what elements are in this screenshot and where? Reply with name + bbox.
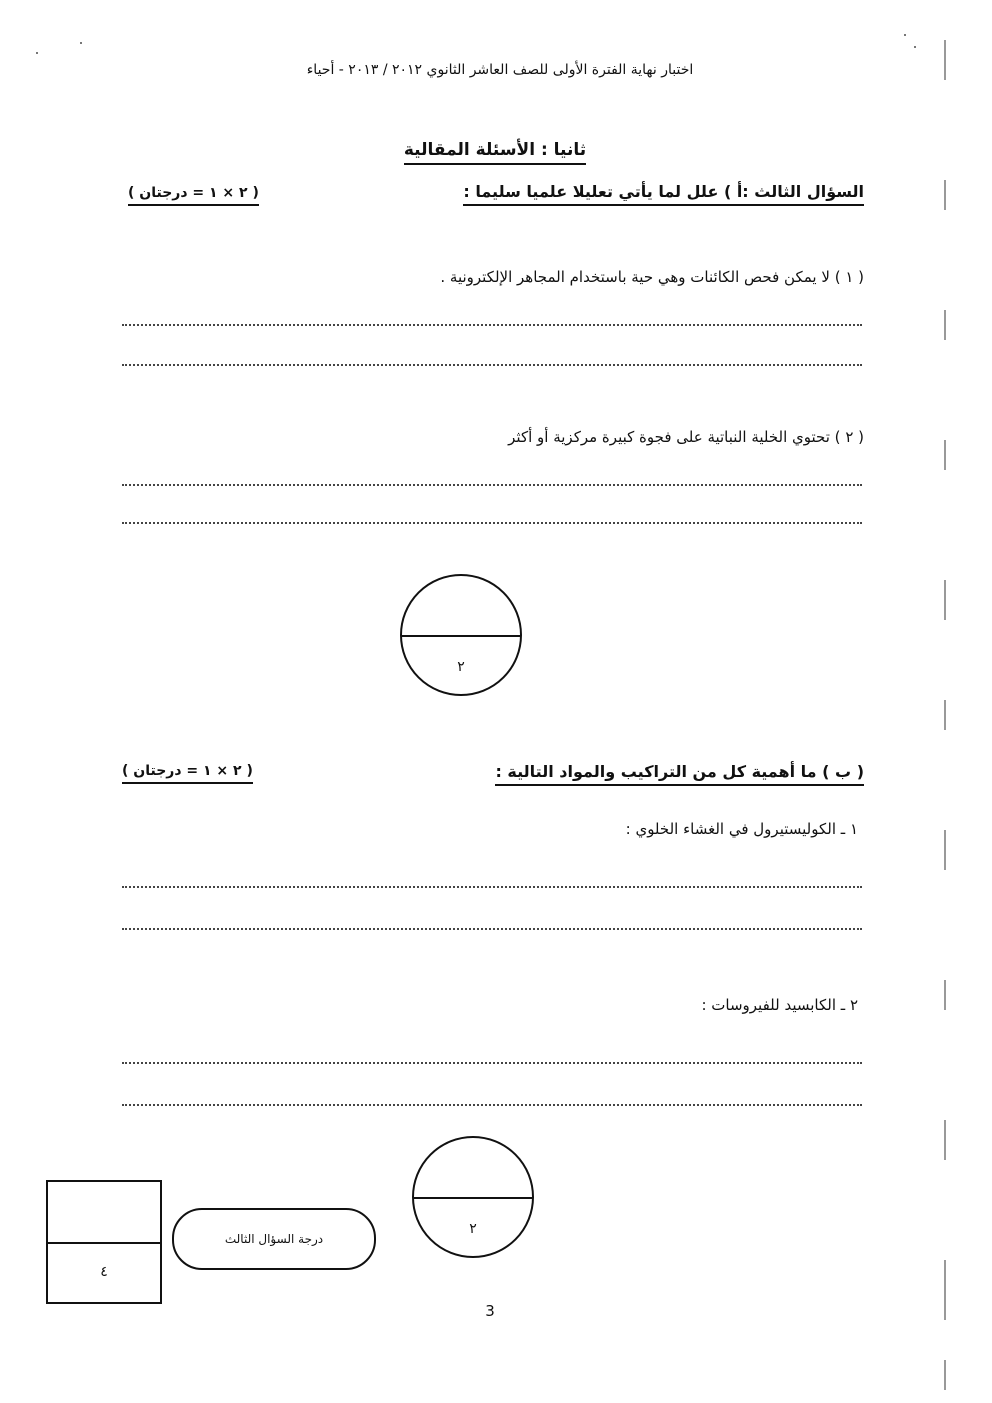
answer-line[interactable] (122, 886, 862, 888)
section-title (380, 140, 610, 160)
scan-speck (36, 52, 38, 54)
scan-mark (944, 180, 946, 210)
part-a-score-value: ٢ (457, 658, 465, 675)
part-a-score-circle (400, 574, 522, 696)
total-score-value: ٤ (100, 1264, 108, 1280)
scan-mark (944, 830, 946, 870)
part-a-marks: ( ٢ × ١ = درجتان ) (128, 182, 259, 201)
answer-line[interactable] (122, 324, 862, 326)
scan-mark (944, 1260, 946, 1320)
part-a-title: السؤال الثالث :أ ) علل لما يأتي تعليلا علميا سليما : (463, 182, 864, 201)
scan-mark (944, 1360, 946, 1390)
part-b-item-2: ٢ ـ الكابسيد للفيروسات : (701, 996, 858, 1014)
part-b-score-value: ٢ (469, 1220, 477, 1237)
part-b-title: ( ب ) ما أهمية كل من التراكيب والمواد التالية : (495, 762, 864, 781)
answer-line[interactable] (122, 1104, 862, 1106)
part-a-item-2: ( ٢ ) تحتوي الخلية النباتية على فجوة كبيرة مركزية أو أكثر (508, 428, 864, 446)
scan-speck (914, 46, 916, 48)
total-score-box (46, 1180, 162, 1304)
scan-mark (944, 1120, 946, 1160)
part-a-item-1: ( ١ ) لا يمكن فحص الكائنات وهي حية باستخدام المجاهر الإلكترونية . (440, 268, 864, 286)
answer-line[interactable] (122, 364, 862, 366)
part-b-item-1: ١ ـ الكوليستيرول في الغشاء الخلوي : (625, 820, 858, 838)
scan-mark (944, 980, 946, 1010)
score-divider (402, 635, 520, 637)
scan-mark (944, 310, 946, 340)
answer-line[interactable] (122, 484, 862, 486)
exam-header: اختبار نهاية الفترة الأولى للصف العاشر الثانوي ٢٠١٢ / ٢٠١٣ - أحياء (306, 62, 694, 78)
answer-line[interactable] (122, 522, 862, 524)
part-b-marks: ( ٢ × ١ = درجتان ) (122, 760, 253, 779)
scan-speck (904, 34, 906, 36)
part-b-score-circle (412, 1136, 534, 1258)
scan-mark (944, 580, 946, 620)
page-number: 3 (485, 1302, 495, 1320)
total-box-divider (48, 1242, 160, 1244)
scan-speck (80, 42, 82, 44)
scan-mark (944, 440, 946, 470)
scan-mark (944, 700, 946, 730)
section-title-text: ثانيا : الأسئلة المقالية (404, 140, 586, 165)
answer-line[interactable] (122, 1062, 862, 1064)
answer-line[interactable] (122, 928, 862, 930)
scan-mark (944, 40, 946, 80)
total-score-label: درجة السؤال الثالث (172, 1208, 376, 1270)
score-divider (414, 1197, 532, 1199)
